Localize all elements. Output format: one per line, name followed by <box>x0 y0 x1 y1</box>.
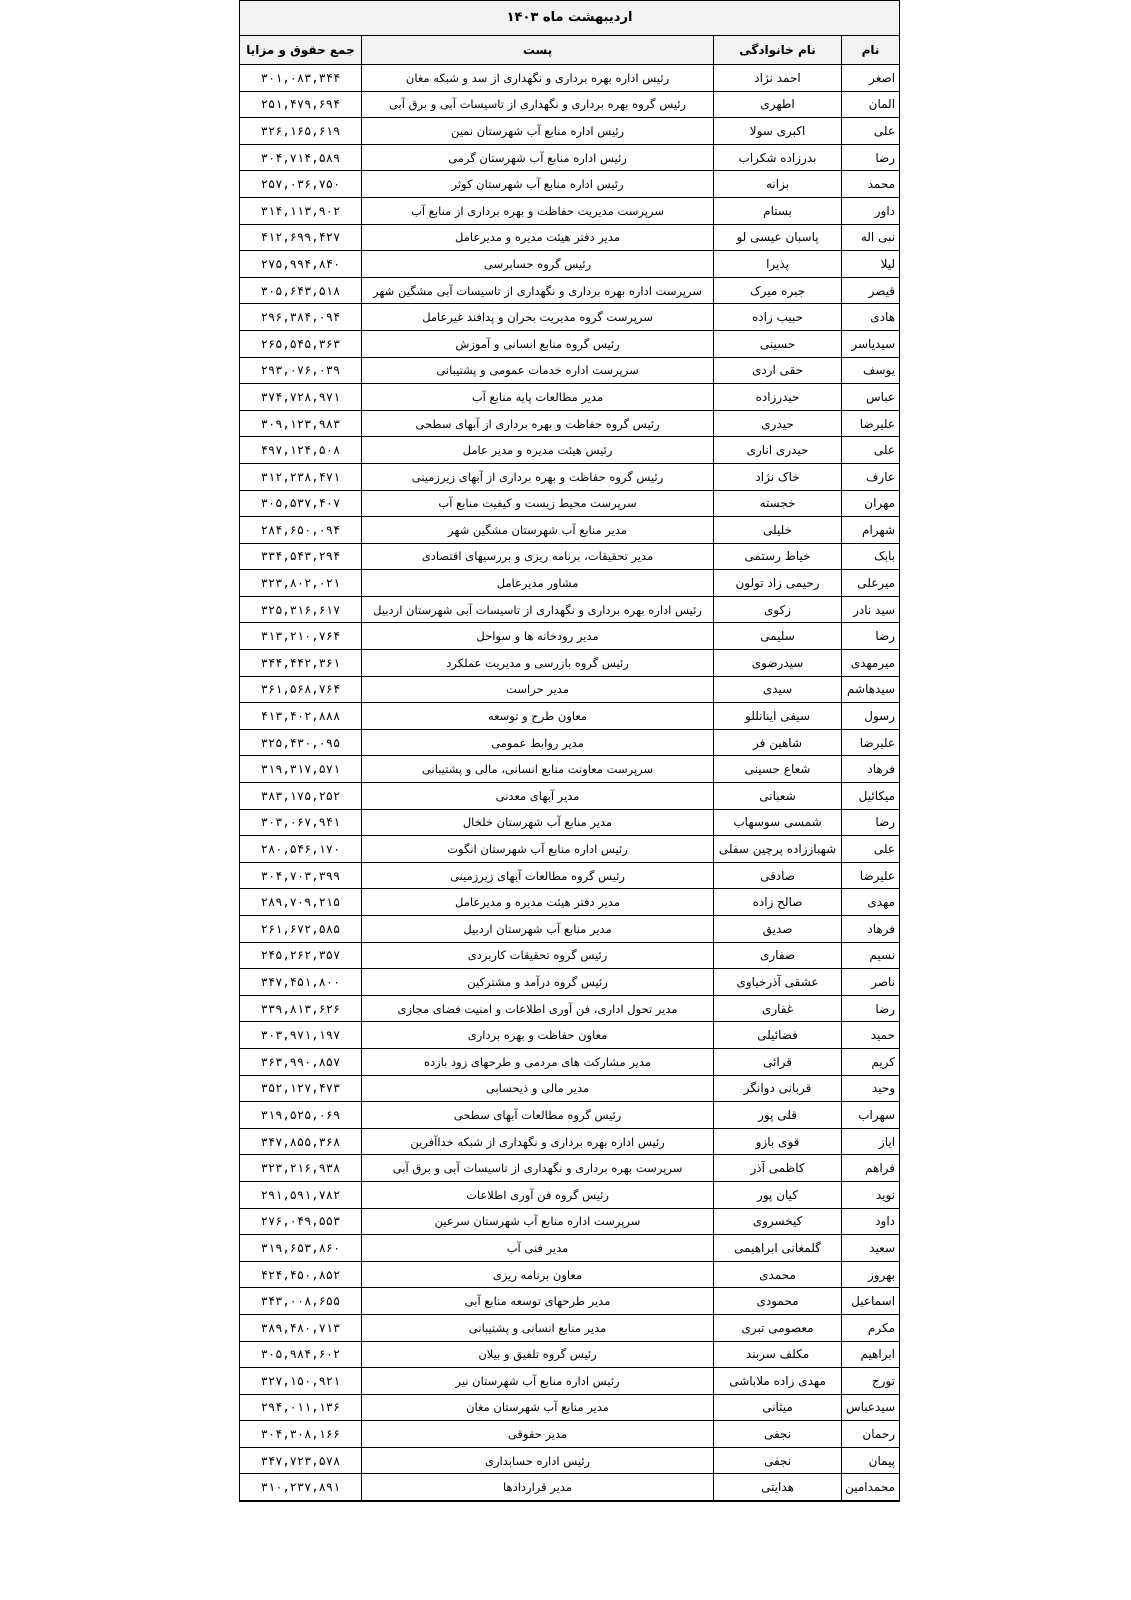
table-row <box>240 118 900 145</box>
cell-post: رئیس اداره بهره برداری و نگهداری از سد و شبکه مغان <box>362 65 714 92</box>
table-row <box>240 942 900 969</box>
cell-name: ناصر <box>842 969 900 996</box>
cell-salary: ۴۲۴,۴۵۰,۸۵۲ <box>240 1261 362 1288</box>
cell-post: سرپرست محیط زیست و کیفیت منابع آب <box>362 490 714 517</box>
table-row <box>240 995 900 1022</box>
cell-post: رئیس گروه حفاظت و بهره برداری از آبهای سطحی <box>362 410 714 437</box>
cell-family: سیدی <box>714 676 842 703</box>
cell-name: میرعلی <box>842 570 900 597</box>
table-row <box>240 1075 900 1102</box>
cell-post: مدیر مالی و ذیحسابی <box>362 1075 714 1102</box>
table-row <box>240 570 900 597</box>
cell-name: سید نادر <box>842 596 900 623</box>
cell-post: رئیس اداره منابع آب شهرستان انگوت <box>362 836 714 863</box>
cell-post: مدیر مشارکت های مردمی و طرحهای زود بازده <box>362 1048 714 1075</box>
cell-salary: ۳۰۳,۰۶۷,۹۴۱ <box>240 809 362 836</box>
cell-salary: ۳۷۴,۷۲۸,۹۷۱ <box>240 384 362 411</box>
cell-salary: ۳۱۹,۳۱۷,۵۷۱ <box>240 756 362 783</box>
cell-name: رضا <box>842 144 900 171</box>
cell-post: مدیر روابط عمومی <box>362 729 714 756</box>
table-row <box>240 889 900 916</box>
cell-post: مدیر حراست <box>362 676 714 703</box>
cell-salary: ۳۴۷,۷۲۳,۵۷۸ <box>240 1447 362 1474</box>
cell-salary: ۳۰۳,۹۷۱,۱۹۷ <box>240 1022 362 1049</box>
table-row <box>240 1447 900 1474</box>
header-name: نام <box>842 36 900 65</box>
table-row <box>240 1155 900 1182</box>
cell-post: مدیر منابع انسانی و پشتیبانی <box>362 1314 714 1341</box>
table-row <box>240 650 900 677</box>
cell-family: خیاط رستمی <box>714 543 842 570</box>
cell-name: علیرضا <box>842 729 900 756</box>
cell-family: حیدرزاده <box>714 384 842 411</box>
cell-name: عباس <box>842 384 900 411</box>
cell-post: سرپرست معاونت منابع انسانی، مالی و پشتیبانی <box>362 756 714 783</box>
cell-post: مدیر مطالعات پایه منابع آب <box>362 384 714 411</box>
cell-family: اکبری سولا <box>714 118 842 145</box>
cell-family: شعبانی <box>714 783 842 810</box>
cell-post: رئیس گروه فن آوری اطلاعات <box>362 1181 714 1208</box>
cell-post: معاون طرح و توسعه <box>362 703 714 730</box>
cell-salary: ۲۹۶,۳۸۴,۰۹۴ <box>240 304 362 331</box>
cell-salary: ۳۲۵,۴۳۰,۰۹۵ <box>240 729 362 756</box>
table-row <box>240 1048 900 1075</box>
cell-post: رئیس اداره حسابداری <box>362 1447 714 1474</box>
cell-name: مهران <box>842 490 900 517</box>
cell-name: علیرضا <box>842 410 900 437</box>
cell-salary: ۳۰۵,۹۸۴,۶۰۲ <box>240 1341 362 1368</box>
cell-post: مدیر طرحهای توسعه منابع آبی <box>362 1288 714 1315</box>
cell-name: سیدعباس <box>842 1394 900 1421</box>
cell-family: محمدی <box>714 1261 842 1288</box>
table-row <box>240 437 900 464</box>
cell-post: رئیس اداره منابع آب شهرستان نیر <box>362 1368 714 1395</box>
cell-salary: ۲۴۵,۲۶۲,۳۵۷ <box>240 942 362 969</box>
cell-post: رئیس هیئت مدیره و مدیر عامل <box>362 437 714 464</box>
cell-family: قرائی <box>714 1048 842 1075</box>
table-row <box>240 463 900 490</box>
cell-name: رضا <box>842 809 900 836</box>
table-row <box>240 1314 900 1341</box>
cell-family: مهدی زاده ملاباشی <box>714 1368 842 1395</box>
table-row <box>240 1208 900 1235</box>
table-row <box>240 357 900 384</box>
cell-post: مدیر تحقیقات، برنامه ریزی و بررسیهای اقتصادی <box>362 543 714 570</box>
cell-family: عشقی آذرخیاوی <box>714 969 842 996</box>
table-row <box>240 1341 900 1368</box>
cell-name: علی <box>842 437 900 464</box>
cell-post: رئیس گروه تلفیق و بیلان <box>362 1341 714 1368</box>
cell-family: بستام <box>714 197 842 224</box>
cell-salary: ۳۵۲,۱۲۷,۴۷۳ <box>240 1075 362 1102</box>
cell-family: گلمغانی ابراهیمی <box>714 1235 842 1262</box>
cell-family: حسینی <box>714 330 842 357</box>
cell-salary: ۳۱۴,۱۱۳,۹۰۲ <box>240 197 362 224</box>
cell-family: پاسبان عیسی لو <box>714 224 842 251</box>
cell-post: مدیر حقوقی <box>362 1421 714 1448</box>
cell-family: سیدرضوی <box>714 650 842 677</box>
cell-post: مشاور مدیرعامل <box>362 570 714 597</box>
cell-salary: ۲۹۴,۰۱۱,۱۳۶ <box>240 1394 362 1421</box>
table-row <box>240 1394 900 1421</box>
cell-salary: ۳۲۳,۸۰۲,۰۲۱ <box>240 570 362 597</box>
cell-family: پذیرا <box>714 251 842 278</box>
cell-salary: ۲۹۳,۰۷۶,۰۳۹ <box>240 357 362 384</box>
table-row <box>240 623 900 650</box>
cell-name: مهدی <box>842 889 900 916</box>
cell-name: بهروز <box>842 1261 900 1288</box>
cell-family: سیفی اینانللو <box>714 703 842 730</box>
cell-post: رئیس اداره بهره برداری و نگهداری از شبکه خداآفرین <box>362 1128 714 1155</box>
cell-salary: ۲۸۹,۷۰۹,۲۱۵ <box>240 889 362 916</box>
cell-family: خجسته <box>714 490 842 517</box>
table-row <box>240 836 900 863</box>
cell-family: کاظمی آذر <box>714 1155 842 1182</box>
cell-family: خاک نژاد <box>714 463 842 490</box>
cell-post: سرپرست گروه مدیریت بحران و پدافند غیرعامل <box>362 304 714 331</box>
cell-salary: ۳۱۰,۲۳۷,۸۹۱ <box>240 1474 362 1501</box>
cell-salary: ۳۸۹,۴۸۰,۷۱۳ <box>240 1314 362 1341</box>
cell-family: بزانه <box>714 171 842 198</box>
cell-salary: ۳۰۱,۰۸۳,۳۴۴ <box>240 65 362 92</box>
cell-salary: ۳۴۷,۴۵۱,۸۰۰ <box>240 969 362 996</box>
cell-family: میثانی <box>714 1394 842 1421</box>
cell-salary: ۴۹۷,۱۲۴,۵۰۸ <box>240 437 362 464</box>
table-row <box>240 224 900 251</box>
cell-salary: ۲۵۱,۴۷۹,۶۹۴ <box>240 91 362 118</box>
cell-post: سرپرست اداره منابع آب شهرستان سرعین <box>362 1208 714 1235</box>
table-row <box>240 197 900 224</box>
table-row <box>240 251 900 278</box>
table-row <box>240 703 900 730</box>
cell-salary: ۳۶۳,۹۹۰,۸۵۷ <box>240 1048 362 1075</box>
table-row <box>240 304 900 331</box>
cell-post: مدیر دفتر هیئت مدیره و مدیرعامل <box>362 224 714 251</box>
cell-name: تورج <box>842 1368 900 1395</box>
cell-family: صادقی <box>714 862 842 889</box>
cell-salary: ۲۷۶,۰۴۹,۵۵۳ <box>240 1208 362 1235</box>
table-row <box>240 1235 900 1262</box>
cell-family: حقی اردی <box>714 357 842 384</box>
table-row <box>240 1181 900 1208</box>
cell-post: سرپرست اداره خدمات عمومی و پشتیبانی <box>362 357 714 384</box>
table-row <box>240 517 900 544</box>
table-row <box>240 171 900 198</box>
table-row <box>240 1474 900 1501</box>
cell-name: نسیم <box>842 942 900 969</box>
cell-salary: ۳۰۹,۱۲۳,۹۸۳ <box>240 410 362 437</box>
table-row <box>240 676 900 703</box>
table-row <box>240 1022 900 1049</box>
table-row <box>240 596 900 623</box>
cell-post: رئیس گروه بازرسی و مدیریت عملکرد <box>362 650 714 677</box>
cell-family: غفاری <box>714 995 842 1022</box>
cell-name: محمدامین <box>842 1474 900 1501</box>
cell-name: یوسف <box>842 357 900 384</box>
cell-salary: ۴۱۳,۴۰۲,۸۸۸ <box>240 703 362 730</box>
cell-post: رئیس اداره منابع آب شهرستان نمین <box>362 118 714 145</box>
table-title: اردیبهشت ماه ۱۴۰۳ <box>240 1 900 36</box>
cell-family: شهباززاده پرچین سفلی <box>714 836 842 863</box>
table-row <box>240 1261 900 1288</box>
cell-family: احمد نژاد <box>714 65 842 92</box>
cell-salary: ۳۲۶,۱۶۵,۶۱۹ <box>240 118 362 145</box>
cell-family: هدایتی <box>714 1474 842 1501</box>
table-row <box>240 277 900 304</box>
cell-family: فضائیلی <box>714 1022 842 1049</box>
table-row <box>240 144 900 171</box>
cell-post: مدیر رودخانه ها و سواحل <box>362 623 714 650</box>
cell-salary: ۳۳۹,۸۱۳,۶۲۶ <box>240 995 362 1022</box>
cell-post: رئیس گروه بهره برداری و نگهداری از تاسیسات آبی و برق آبی <box>362 91 714 118</box>
table-row <box>240 862 900 889</box>
cell-name: نوید <box>842 1181 900 1208</box>
cell-salary: ۲۶۱,۶۷۲,۵۸۵ <box>240 916 362 943</box>
cell-salary: ۲۵۷,۰۳۶,۷۵۰ <box>240 171 362 198</box>
cell-name: رحمان <box>842 1421 900 1448</box>
table-row <box>240 490 900 517</box>
cell-name: میرمهدی <box>842 650 900 677</box>
cell-family: محمودی <box>714 1288 842 1315</box>
cell-family: شاهین فر <box>714 729 842 756</box>
table-row <box>240 543 900 570</box>
table-row <box>240 969 900 996</box>
cell-post: مدیر تحول اداری، فن آوری اطلاعات و امنیت فضای مجازی <box>362 995 714 1022</box>
cell-post: رئیس گروه تحقیقات کاربردی <box>362 942 714 969</box>
cell-family: زکوی <box>714 596 842 623</box>
cell-family: نجفی <box>714 1421 842 1448</box>
cell-post: معاون حفاظت و بهره برداری <box>362 1022 714 1049</box>
header-salary: جمع حقوق و مزایا <box>240 36 362 65</box>
cell-family: بدرزاده شکراب <box>714 144 842 171</box>
table-row <box>240 809 900 836</box>
cell-name: عارف <box>842 463 900 490</box>
cell-salary: ۳۶۱,۵۶۸,۷۶۴ <box>240 676 362 703</box>
cell-salary: ۳۰۴,۷۱۴,۵۸۹ <box>240 144 362 171</box>
cell-post: رئیس اداره منابع آب شهرستان گرمی <box>362 144 714 171</box>
cell-family: شمسی سوسهاب <box>714 809 842 836</box>
cell-name: میکائیل <box>842 783 900 810</box>
cell-post: سرپرست مدیریت حفاظت و بهره برداری از منابع آب <box>362 197 714 224</box>
cell-post: رئیس اداره منابع آب شهرستان کوثر <box>362 171 714 198</box>
cell-family: رحیمی زاد تولون <box>714 570 842 597</box>
cell-family: شعاع حسینی <box>714 756 842 783</box>
cell-post: مدیر منابع آب شهرستان مغان <box>362 1394 714 1421</box>
cell-salary: ۳۰۵,۶۴۳,۵۱۸ <box>240 277 362 304</box>
cell-family: جبره میرک <box>714 277 842 304</box>
cell-salary: ۲۸۰,۵۴۶,۱۷۰ <box>240 836 362 863</box>
cell-post: سرپرست بهره برداری و نگهداری از تاسیسات آبی و برق آبی <box>362 1155 714 1182</box>
cell-post: رئیس گروه حسابرسی <box>362 251 714 278</box>
cell-name: قیصر <box>842 277 900 304</box>
cell-family: سلیمی <box>714 623 842 650</box>
cell-salary: ۳۲۳,۲۱۶,۹۳۸ <box>240 1155 362 1182</box>
table-row <box>240 330 900 357</box>
cell-name: اصغر <box>842 65 900 92</box>
table-row <box>240 1421 900 1448</box>
cell-salary: ۲۹۱,۵۹۱,۷۸۲ <box>240 1181 362 1208</box>
table-row <box>240 1368 900 1395</box>
cell-salary: ۳۱۹,۶۵۳,۸۶۰ <box>240 1235 362 1262</box>
table-row <box>240 1128 900 1155</box>
cell-name: ابراهیم <box>842 1341 900 1368</box>
cell-salary: ۳۱۳,۲۱۰,۷۶۴ <box>240 623 362 650</box>
cell-name: علی <box>842 118 900 145</box>
cell-name: علیرضا <box>842 862 900 889</box>
cell-family: صالح زاده <box>714 889 842 916</box>
cell-name: ایاز <box>842 1128 900 1155</box>
cell-post: مدیر فنی آب <box>362 1235 714 1262</box>
cell-salary: ۲۷۵,۹۹۴,۸۴۰ <box>240 251 362 278</box>
cell-family: قربانی دوانگر <box>714 1075 842 1102</box>
cell-family: معصومی تبری <box>714 1314 842 1341</box>
cell-salary: ۲۸۴,۶۵۰,۰۹۴ <box>240 517 362 544</box>
table-row <box>240 756 900 783</box>
cell-post: رئیس گروه حفاظت و بهره برداری از آبهای زیرزمینی <box>362 463 714 490</box>
cell-post: مدیر منابع آب شهرستان خلخال <box>362 809 714 836</box>
salary-table <box>239 0 900 1502</box>
cell-family: صفاری <box>714 942 842 969</box>
cell-salary: ۳۰۴,۳۰۸,۱۶۶ <box>240 1421 362 1448</box>
cell-name: کریم <box>842 1048 900 1075</box>
cell-salary: ۳۴۴,۴۴۲,۳۶۱ <box>240 650 362 677</box>
cell-name: هادی <box>842 304 900 331</box>
cell-salary: ۳۲۵,۳۱۶,۶۱۷ <box>240 596 362 623</box>
cell-family: مکلف سربند <box>714 1341 842 1368</box>
cell-name: سیدهاشم <box>842 676 900 703</box>
table-row <box>240 729 900 756</box>
cell-salary: ۳۰۵,۵۳۷,۴۰۷ <box>240 490 362 517</box>
cell-salary: ۴۱۲,۶۹۹,۴۲۷ <box>240 224 362 251</box>
cell-name: لیلا <box>842 251 900 278</box>
cell-name: حمید <box>842 1022 900 1049</box>
cell-name: علی <box>842 836 900 863</box>
cell-name: محمد <box>842 171 900 198</box>
cell-name: نبی اله <box>842 224 900 251</box>
cell-post: رئیس گروه مطالعات آبهای سطحی <box>362 1102 714 1129</box>
cell-post: سرپرست اداره بهره برداری و نگهداری از تاسیسات آبی مشگین شهر <box>362 277 714 304</box>
table-row <box>240 410 900 437</box>
header-row <box>240 36 900 65</box>
cell-salary: ۲۶۵,۵۴۵,۳۶۳ <box>240 330 362 357</box>
cell-salary: ۳۴۳,۰۰۸,۶۵۵ <box>240 1288 362 1315</box>
cell-family: حبیب زاده <box>714 304 842 331</box>
cell-salary: ۳۲۷,۱۵۰,۹۲۱ <box>240 1368 362 1395</box>
cell-name: رضا <box>842 995 900 1022</box>
cell-name: سهراب <box>842 1102 900 1129</box>
cell-salary: ۳۱۲,۲۳۸,۴۷۱ <box>240 463 362 490</box>
cell-name: وحید <box>842 1075 900 1102</box>
cell-name: شهرام <box>842 517 900 544</box>
cell-name: فراهم <box>842 1155 900 1182</box>
cell-post: رئیس گروه درآمد و مشترکین <box>362 969 714 996</box>
cell-name: سعید <box>842 1235 900 1262</box>
cell-name: فرهاد <box>842 756 900 783</box>
header-post: پست <box>362 36 714 65</box>
cell-family: قوی بازو <box>714 1128 842 1155</box>
cell-salary: ۳۳۴,۵۴۳,۲۹۴ <box>240 543 362 570</box>
cell-family: کیان پور <box>714 1181 842 1208</box>
cell-salary: ۳۴۷,۸۵۵,۳۶۸ <box>240 1128 362 1155</box>
cell-post: مدیر منابع آب شهرستان اردبیل <box>362 916 714 943</box>
cell-family: صدیق <box>714 916 842 943</box>
cell-family: خلیلی <box>714 517 842 544</box>
header-family: نام خانوادگی <box>714 36 842 65</box>
cell-family: اطهری <box>714 91 842 118</box>
cell-post: رئیس گروه مطالعات آبهای زیرزمینی <box>362 862 714 889</box>
table-body <box>240 65 900 1502</box>
cell-family: حیدری <box>714 410 842 437</box>
table-row <box>240 65 900 92</box>
cell-name: اسماعیل <box>842 1288 900 1315</box>
table-row <box>240 1288 900 1315</box>
table-row <box>240 1102 900 1129</box>
table-row <box>240 783 900 810</box>
cell-name: پیمان <box>842 1447 900 1474</box>
cell-name: مکرم <box>842 1314 900 1341</box>
cell-post: مدیر قراردادها <box>362 1474 714 1501</box>
title-row <box>240 1 900 36</box>
table-row <box>240 384 900 411</box>
cell-family: قلی پور <box>714 1102 842 1129</box>
cell-post: مدیر آبهای معدنی <box>362 783 714 810</box>
table-row <box>240 916 900 943</box>
cell-family: کیخسروی <box>714 1208 842 1235</box>
cell-name: سیدیاسر <box>842 330 900 357</box>
cell-family: نجفی <box>714 1447 842 1474</box>
cell-post: رئیس اداره بهره برداری و نگهداری از تاسیسات آبی شهرستان اردبیل <box>362 596 714 623</box>
cell-name: فرهاد <box>842 916 900 943</box>
cell-post: معاون برنامه ریزی <box>362 1261 714 1288</box>
table-row <box>240 91 900 118</box>
cell-family: حیدری اناری <box>714 437 842 464</box>
cell-post: رئیس گروه منابع انسانی و آموزش <box>362 330 714 357</box>
cell-salary: ۳۰۴,۷۰۳,۳۹۹ <box>240 862 362 889</box>
cell-post: مدیر دفتر هیئت مدیره و مدیرعامل <box>362 889 714 916</box>
cell-post: مدیر منابع آب شهرستان مشگین شهر <box>362 517 714 544</box>
cell-name: داور <box>842 197 900 224</box>
cell-salary: ۳۱۹,۵۲۵,۰۶۹ <box>240 1102 362 1129</box>
cell-name: رسول <box>842 703 900 730</box>
cell-name: المان <box>842 91 900 118</box>
cell-name: بابک <box>842 543 900 570</box>
cell-salary: ۳۸۳,۱۷۵,۲۵۲ <box>240 783 362 810</box>
cell-name: داود <box>842 1208 900 1235</box>
cell-name: رضا <box>842 623 900 650</box>
